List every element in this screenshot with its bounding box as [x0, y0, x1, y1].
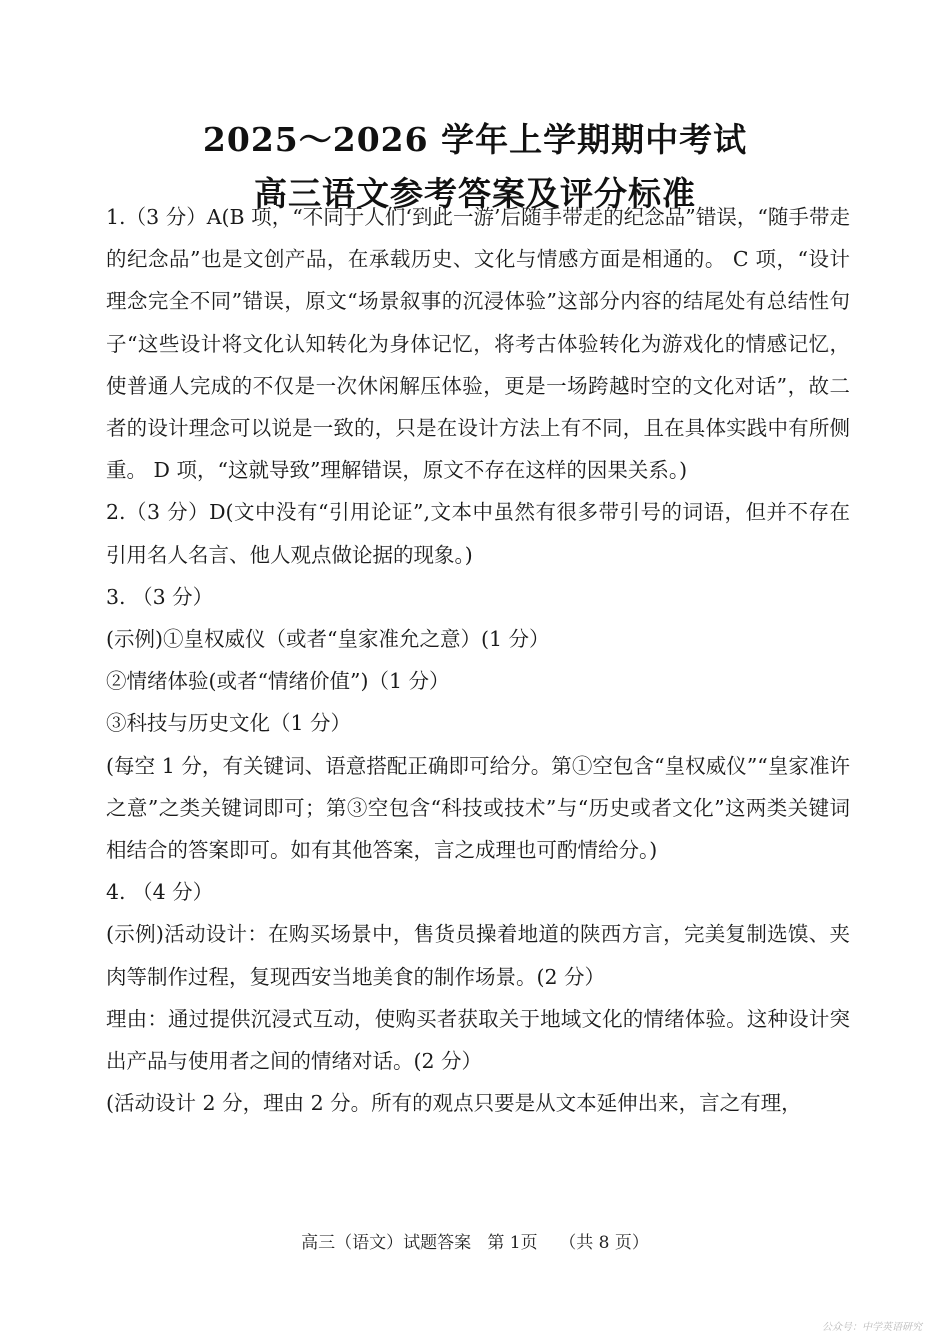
answer-q3-item2: ②情绪体验(或者“情绪价值”)（1 分） — [106, 669, 450, 694]
answer-key-title: 高三语文参考答案及评分标准 — [254, 174, 696, 213]
answer-q3-item3: ③科技与历史文化（1 分） — [106, 711, 352, 736]
answer-q3-heading: 3. （3 分） — [106, 584, 214, 609]
answer-q4-activity: (示例)活动设计：在购买场景中，售货员操着地道的陕西方言，完美复制选馍、夹肉等制作过程，复现西安当地美食的制作场景。(2 分） — [106, 922, 850, 989]
answer-q3-scoring-note: (每空 1 分，有关键词、语意搭配正确即可给分。第①空包含“皇权威仪”“皇家准许之意”之类关键词即可；第③空包含“科技或技术”与“历史或者文化”这两类关键词相结合的答案即可。如有其他答案，言之成理也可酌情给分。) — [106, 753, 850, 863]
exam-title: 2025～2026 学年上学期期中考试 — [202, 120, 748, 159]
answer-q4-reason: 理由：通过提供沉浸式互动，使购买者获取关于地域文化的情绪体验。这种设计突出产品与使用者之间的情绪对话。(2 分） — [106, 1006, 850, 1074]
answer-q1: 1.（3 分）A(B 项，“不同于人们‘到此一游’后随手带走的纪念品”错误，“随手带走的纪念品”也是文创产品，在承载历史、文化与情感方面是相通的。 C 项，“设计理念完全不同”错误，原文“场景叙事的沉浸体验”这部分内容的结尾处有总结性句子“这些设计将文化认知转化为身体记忆，将考古体验转化为游戏化的情感记忆，使普通人完成的不仅是一次休闲解压体验，更是一场跨越时空的文化对话”，故二者的设计理念可以说是一致的，只是在设计方法上有不同，且在具体实践中有所侧重。 D 项，“这就导致”理解错误，原文不存在这样的因果关系。) — [106, 205, 850, 483]
answer-q2: 2.（3 分）D(文中没有“引用论证”,文本中虽然有很多带引号的词语，但并不存在引用名人名言、他人观点做论据的现象。) — [106, 500, 850, 567]
watermark: 公众号：中学英语研究 — [822, 1322, 922, 1333]
answer-body — [106, 196, 850, 1124]
page-footer: 高三（语文）试题答案 第 1页 （共 8 页） — [301, 1233, 649, 1253]
answer-q4-scoring-note: (活动设计 2 分，理由 2 分。所有的观点只要是从文本延伸出来，言之有理， — [106, 1091, 802, 1116]
answer-q4-heading: 4. （4 分） — [106, 880, 214, 905]
answer-q3-item1: (示例)①皇权威仪（或者“皇家准允之意）(1 分） — [106, 627, 550, 652]
